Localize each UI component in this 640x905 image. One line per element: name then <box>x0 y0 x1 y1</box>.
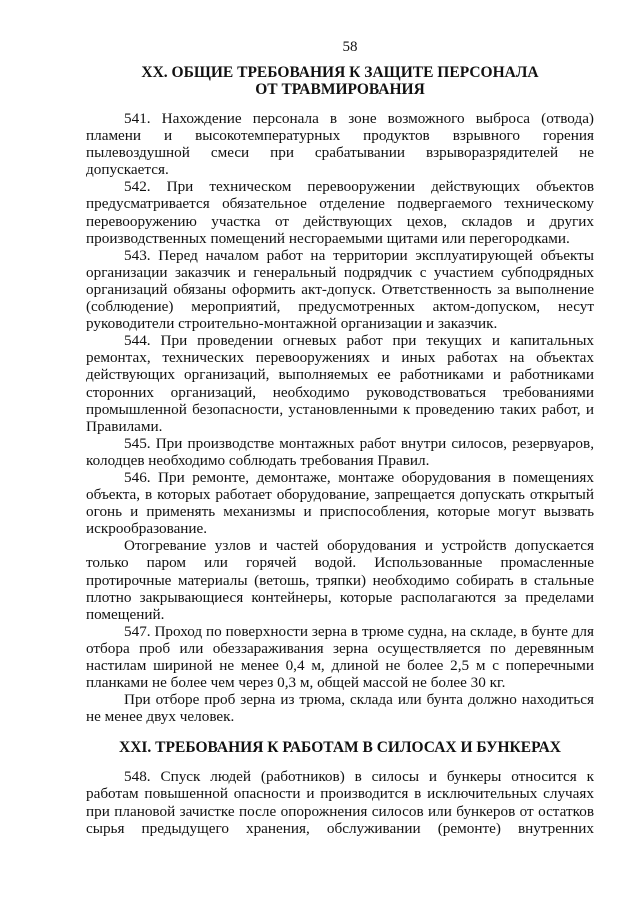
paragraph-542: 542. При техническом перевооружении действующих объектов предусматривается обязательное отделение подвергаемого техническому перевооружению участка от действующих цехов, складов и других производственных помещений несгораемыми щитами или перегородками. <box>86 178 594 247</box>
section-20-heading <box>86 64 594 98</box>
section-20-title-line-2: ОТ ТРАВМИРОВАНИЯ <box>255 81 425 98</box>
paragraph-546-continued: Отогревание узлов и частей оборудования и устройств допускается только паром или горячей водой. Использованные промасленные протирочные материалы (ветошь, тряпки) необходимо собирать в стальные плотно закрывающиеся контейнеры, которые располагаются за пределами помещений. <box>86 537 594 623</box>
section-21-heading: XXI. ТРЕБОВАНИЯ К РАБОТАМ В СИЛОСАХ И БУНКЕРАХ <box>119 739 561 757</box>
paragraph-544: 544. При проведении огневых работ при текущих и капитальных ремонтах, технических перевооружениях и иных работах на объектах действующих организаций, выполняемых ее работниками и работниками сторонних организаций, необходимо руководствоваться требованиями промышленной безопасности, установленными к проведению таких работ, и Правилами. <box>86 332 594 435</box>
paragraph-548: 548. Спуск людей (работников) в силосы и бункеры относится к работам повышенной опасности и производится в исключительных случаях при плановой зачистке после опорожнения силосов или бункеров от остатков сырья предыдущего хранения, обслуживании (ремонте) внутренних <box>86 768 594 837</box>
paragraph-541: 541. Нахождение персонала в зоне возможного выброса (отвода) пламени и высокотемпературных продуктов взрывного горения пылевоздушной смеси при срабатывании взрыворазрядителей не допускается. <box>86 110 594 179</box>
page-number: 58 <box>342 39 358 55</box>
paragraph-547-continued: При отборе проб зерна из трюма, склада или бунта должно находиться не менее двух человек. <box>86 691 594 726</box>
paragraph-545: 545. При производстве монтажных работ внутри силосов, резервуаров, колодцев необходимо соблюдать требования Правил. <box>86 434 594 469</box>
paragraph-543: 543. Перед началом работ на территории эксплуатирующей объекты организации заказчик и генеральный подрядчик с участием субподрядных организаций обязаны оформить акт-допуск. Ответственность за выполнение (соблюдение) мероприятий, предусмотренных актом-допуском, несут руководители строительно-монтажной организации и заказчик. <box>86 246 594 333</box>
paragraph-547: 547. Проход по поверхности зерна в трюме судна, на складе, в бунте для отбора проб или обеззараживания зерна осуществляется по деревянным настилам шириной не менее 0,4 м, длиной не более 2,5 м с поперечными планками не более чем через 0,3 м, общей массой не более 30 кг. <box>86 622 594 692</box>
paragraph-546: 546. При ремонте, демонтаже, монтаже оборудования в помещениях объекта, в которых работает оборудование, запрещается допускать открытый огонь и применять механизмы и приспособления, которые могут вызвать искрообразование. <box>86 468 594 538</box>
section-20-title-line-1: XX. ОБЩИЕ ТРЕБОВАНИЯ К ЗАЩИТЕ ПЕРСОНАЛА <box>141 64 539 81</box>
